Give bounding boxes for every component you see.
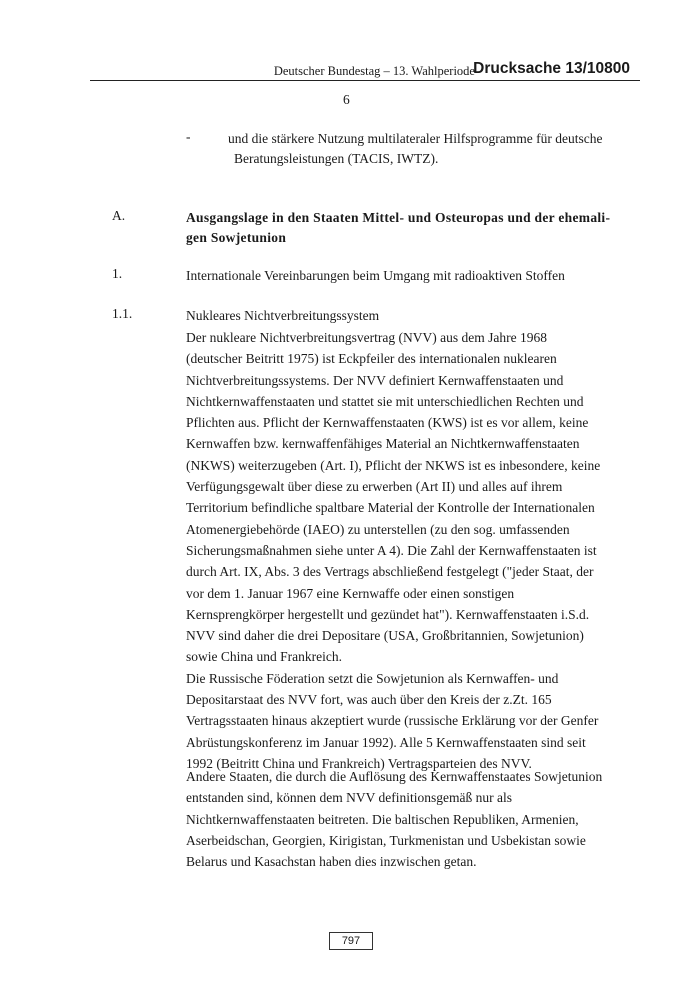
footer-page-number: 797 <box>329 932 373 950</box>
body-line: Abrüstungskonferenz im Januar 1992). Alle 5 Kernwaffenstaaten sind seit <box>186 734 586 750</box>
section-a-heading <box>186 208 611 248</box>
section-1-1-heading: Nukleares Nichtverbreitungssystem <box>186 308 380 323</box>
body-line: Die Russische Föderation setzt die Sowjetunion als Kernwaffen- und <box>186 670 559 686</box>
body-line: Aserbeidschan, Georgien, Kirigistan, Turkmenistan und Usbekistan sowie <box>186 832 586 848</box>
body-line: Belarus und Kasachstan haben dies inzwischen getan. <box>186 854 477 870</box>
bullet-line-2: Beratungsleistungen (TACIS, IWTZ). <box>234 151 439 166</box>
body-line: Verfügungsgewalt über diese zu erwerben (Art II) und alles auf ihrem <box>186 479 563 495</box>
body-line: Vertragsstaaten hinaus akzeptiert wurde (russische Erklärung vor der Genfer <box>186 713 599 729</box>
bullet-marker: - <box>186 129 191 144</box>
section-1-heading: Internationale Vereinbarungen beim Umgang mit radioaktiven Stoffen <box>186 268 565 283</box>
section-1-1-number: 1.1. <box>112 306 133 321</box>
header-parliament: Deutscher Bundestag – 13. Wahlperiode <box>273 64 475 78</box>
section-a-line-1: Ausgangslage in den Staaten Mittel- und Osteuropas und der ehemali- <box>186 210 611 225</box>
body-line: Kernsprengkörper hergestellt und gezündet hat"). Kernwaffenstaaten i.S.d. <box>186 606 590 622</box>
body-line: sowie China und Frankreich. <box>186 649 342 665</box>
section-a-line-2: gen Sowjetunion <box>186 230 287 245</box>
bullet-item <box>228 129 623 169</box>
body-line: Kernwaffen bzw. kernwaffenfähiges Material an Nichtkernwaffenstaaten <box>186 436 580 452</box>
body-paragraph-2 <box>186 766 616 872</box>
running-header <box>90 58 640 81</box>
body-line: Territorium befindliche spaltbare Material der Kontrolle der Internationalen <box>186 500 595 516</box>
header-document-number: Drucksache 13/10800 <box>473 60 630 77</box>
body-line: Andere Staaten, die durch die Auflösung des Kernwaffenstaates Sowjetunion <box>186 769 603 784</box>
body-line: vor dem 1. Januar 1967 eine Kernwaffe oder einen sonstigen <box>186 585 515 601</box>
body-line: Pflichten aus. Pflicht der Kernwaffenstaaten (KWS) ist es vor allem, keine <box>186 415 589 431</box>
body-line: Der nukleare Nichtverbreitungsvertrag (NVV) aus dem Jahre 1968 <box>186 330 547 345</box>
body-line: Nichtkernwaffenstaaten und stattet sie mit unterschiedlichen Rechten und <box>186 393 584 409</box>
body-line: Atomenergiebehörde (IAEO) zu unterstellen (zu den sog. umfassenden <box>186 521 570 537</box>
page-number: 6 <box>343 92 350 107</box>
body-line: (deutscher Beitritt 1975) ist Eckpfeiler des internationalen nuklearen <box>186 351 557 367</box>
body-line: entstanden sind, können dem NVV definitionsgemäß nur als <box>186 790 512 806</box>
body-line: NVV sind daher die drei Depositare (USA, Großbritannien, Sowjetunion) <box>186 628 584 644</box>
body-line: Sicherungsmaßnahmen siehe unter A 4). Die Zahl der Kernwaffenstaaten ist <box>186 542 597 558</box>
body-line: 1992 (Beitritt China und Frankreich) Vertragsparteien des NVV. <box>186 755 532 771</box>
body-line: Nichtkernwaffenstaaten beitreten. Die baltischen Republiken, Armenien, <box>186 811 579 827</box>
body-line: durch Art. IX, Abs. 3 des Vertrags abschließend festgelegt ("jeder Staat, der <box>186 564 594 580</box>
body-paragraph-1 <box>186 327 616 774</box>
body-line: Depositarstaat des NVV fort, was auch über den Kreis der z.Zt. 165 <box>186 692 552 708</box>
body-line: Nichtverbreitungssystems. Der NVV definiert Kernwaffenstaaten und <box>186 372 564 388</box>
section-1-number: 1. <box>112 266 123 281</box>
section-a-number: A. <box>112 208 126 223</box>
body-line: (NKWS) weiterzugeben (Art. I), Pflicht der NKWS ist es inbesondere, keine <box>186 457 601 473</box>
bullet-line-1: und die stärkere Nutzung multilateraler Hilfsprogramme für deutsche <box>228 131 603 146</box>
